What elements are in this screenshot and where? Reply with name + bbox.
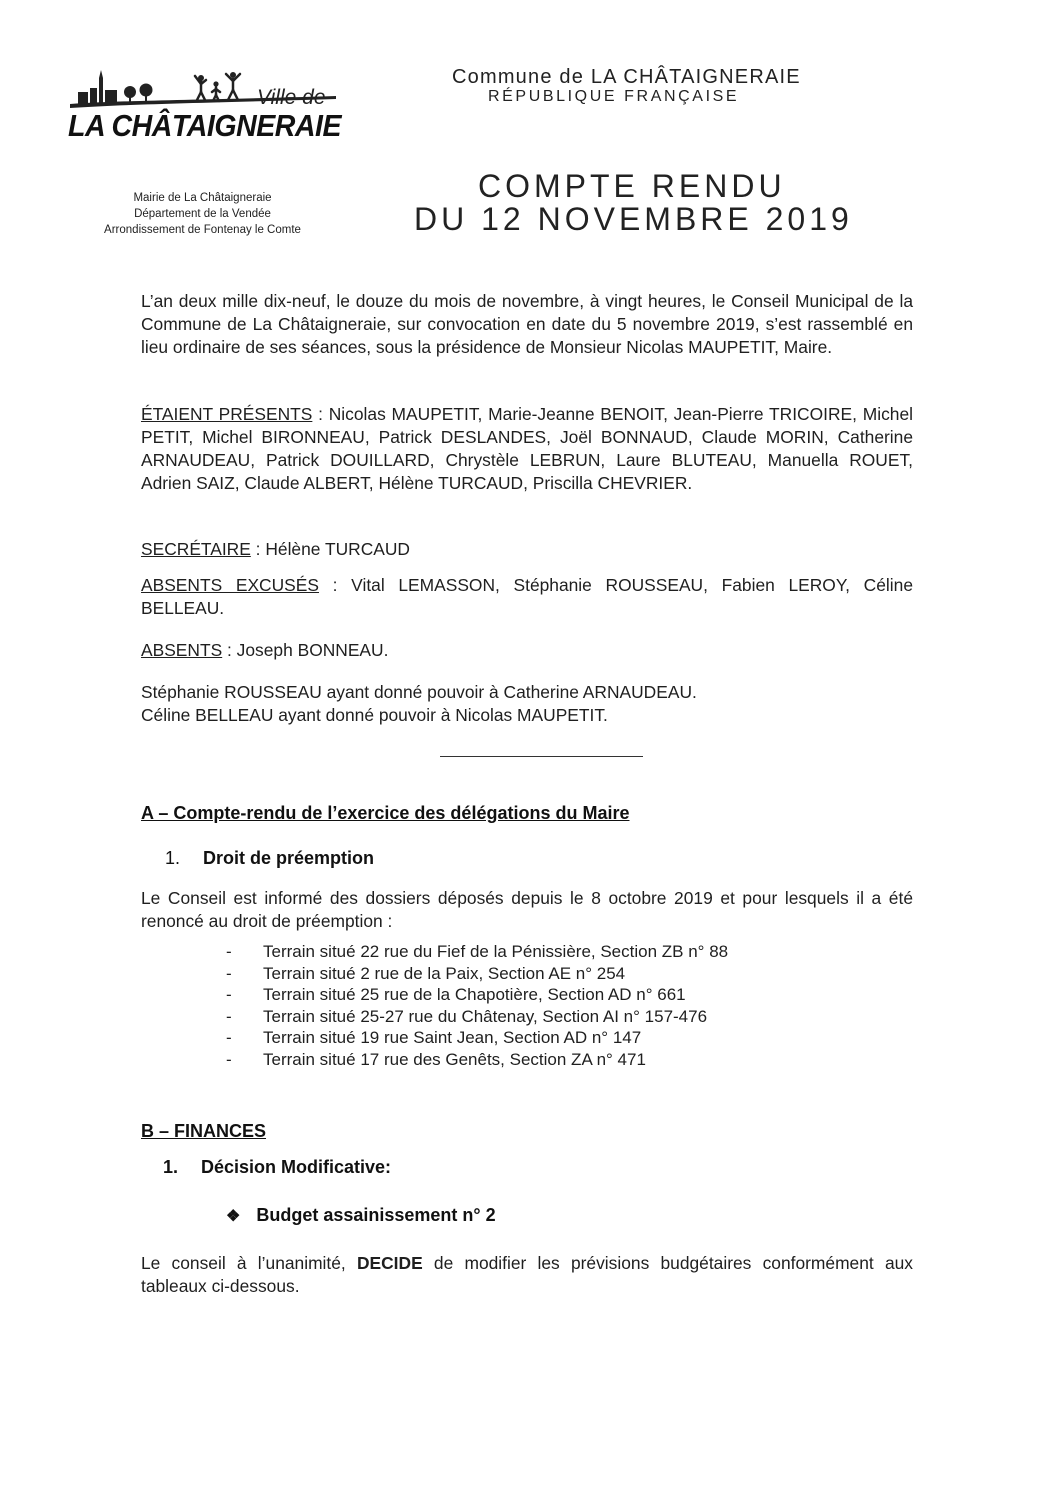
section-b-item-heading [163,1157,391,1178]
excuses-list: : Vital LEMASSON, Stéphanie ROUSSEAU, Fabien LEROY, Céline BELLEAU. [141,575,913,618]
section-a-item-heading [165,848,374,869]
secretaire-label: SECRÉTAIRE [141,539,251,559]
logo-town-name: LA CHÂTAIGNERAIE [68,108,342,143]
list-item: - Terrain situé 25-27 rue du Châtenay, Section AI n° 157-476 [226,1006,708,1026]
pouvoir-line: Stéphanie ROUSSEAU ayant donné pouvoir à Catherine ARNAUDEAU. [141,682,697,702]
presents-label: ÉTAIENT PRÉSENTS [141,404,313,424]
section-b-item-number: 1. [163,1157,179,1177]
preemption-list [226,941,728,1071]
document-title: COMPTE RENDU [478,168,786,204]
absents-label: ABSENTS [141,640,223,660]
document-date: DU 12 NOVEMBRE 2019 [414,201,853,237]
secretaire-name: : Hélène TURCAUD [250,539,410,559]
pouvoir-line: Céline BELLEAU ayant donné pouvoir à Nicolas MAUPETIT. [141,705,608,725]
section-b-title: B – FINANCES [141,1121,267,1141]
list-item: - Terrain situé 19 rue Saint Jean, Section AD n° 147 [226,1028,642,1048]
list-item: - Terrain situé 2 rue de la Paix, Section AE n° 254 [226,963,626,983]
arrondissement-line: Arrondissement de Fontenay le Comte [104,224,301,236]
absents-line [141,639,388,662]
list-item: - Terrain situé 22 rue du Fief de la Pénissière, Section ZB n° 88 [226,942,729,961]
diamond-bullet-icon: ❖ [226,1208,241,1225]
section-a-title: A – Compte-rendu de l’exercice des délégations du Maire [141,803,630,823]
presents-list: : Nicolas MAUPETIT, Marie-Jeanne BENOIT, Jean-Pierre TRICOIRE, Michel PETIT, Michel BIRONNEAU, Patrick DESLANDES, Joël BONNAUD, Claude MORIN, Catherine ARNAUDEAU, Patrick DOUILLARD, Chrystèle LEBRUN, Laure BLUTEAU, Manuella ROUET, Adrien SAIZ, Claude ALBERT, Hélène TURCAUD, Priscilla CHEVRIER. [141,404,913,493]
absents-list: : Joseph BONNEAU. [222,640,389,660]
section-a-item-title: Droit de préemption [203,848,375,868]
section-a-item-number: 1. [165,848,181,868]
intro-paragraph: L’an deux mille dix-neuf, le douze du mois de novembre, à vingt heures, le Conseil Municipal de la Commune de La Châtaigneraie, sur convocation en date du 5 novembre 2019, s’est rassemblé en lieu ordinaire de ses séances, sous la présidence de Monsieur Nicolas MAUPETIT, Maire. [141,291,913,357]
excuses-label: ABSENTS EXCUSÉS [141,575,319,595]
excuses-paragraph [141,574,913,620]
presents-paragraph [141,403,913,495]
budget-title: Budget assainissement n° 2 [256,1205,496,1225]
mairie-line: Mairie de La Châtaigneraie [133,192,272,204]
list-item: - Terrain situé 25 rue de la Chapotière, Section AD n° 661 [226,985,686,1005]
section-b-paragraph: Le conseil à l’unanimité, DECIDE de modifier les prévisions budgétaires conformément aux tableaux ci-dessous. [141,1253,913,1296]
separator-line [440,756,643,757]
secretaire-line [141,538,410,561]
list-item: - Terrain situé 17 rue des Genêts, Section ZA n° 471 [226,1049,646,1069]
decide-keyword: DECIDE [356,1253,423,1273]
commune-heading: Commune de LA CHÂTAIGNERAIE [452,66,801,88]
departement-line: Département de la Vendée [134,208,271,220]
republique-heading: RÉPUBLIQUE FRANÇAISE [488,88,740,105]
budget-heading [226,1205,496,1226]
logo-ville-de: Ville de [257,86,326,109]
section-a-paragraph: Le Conseil est informé des dossiers déposés depuis le 8 octobre 2019 et pour lesquels il a été renoncé au droit de préemption : [141,888,913,931]
section-b-item-title: Décision Modificative: [201,1157,392,1177]
